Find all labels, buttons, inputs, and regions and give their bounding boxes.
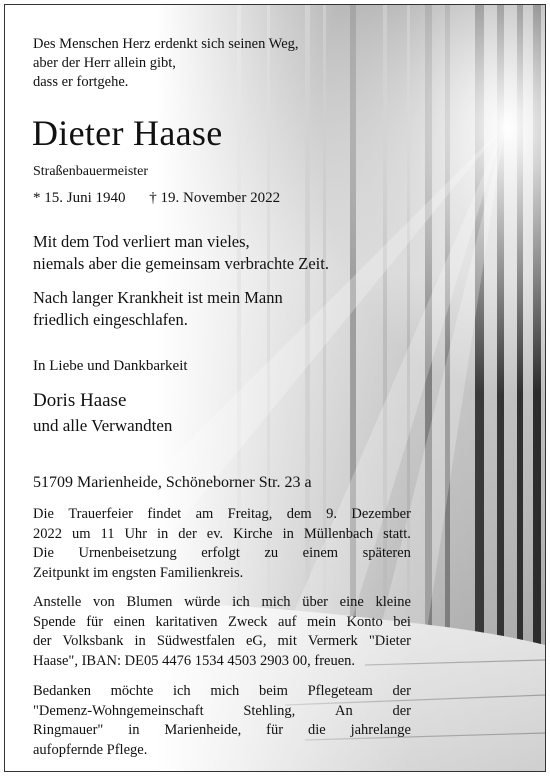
word: mit: [277, 633, 297, 649]
quote-line: niemals aber die gemeinsam verbrachte Zeit.: [33, 254, 329, 273]
word: Die: [33, 545, 54, 561]
passing-statement: [33, 287, 283, 331]
statement-line: friedlich eingeschlafen.: [33, 310, 188, 329]
word: der: [392, 683, 411, 699]
word: von: [93, 594, 115, 610]
funeral-line: Zeitpunkt im engsten Familienkreis.: [33, 564, 244, 581]
statement-line: Nach langer Krankheit ist mein Mann: [33, 288, 283, 307]
word: Konto: [346, 613, 383, 630]
word: Ringmauer": [33, 722, 104, 738]
word: am: [195, 506, 214, 522]
word: karitativen: [155, 613, 218, 630]
word: in: [128, 722, 140, 738]
word: eG,: [245, 633, 267, 649]
word: Volksbank: [62, 633, 124, 649]
thanks-message: [33, 682, 411, 760]
thanks-line: [33, 682, 411, 702]
funeral-line: [33, 505, 411, 525]
verse-line: Des Menschen Herz erdenkt sich seinen Weg,: [33, 36, 299, 52]
word: würde: [184, 594, 221, 610]
word: mich: [210, 683, 240, 699]
word: dem: [286, 506, 312, 522]
verse-line: dass er fortgehe.: [33, 74, 129, 90]
word: 11: [100, 525, 115, 542]
word: ich: [172, 683, 191, 699]
word: 2022: [33, 525, 62, 542]
word: bei: [393, 613, 411, 630]
death-date: † 19. November 2022: [149, 190, 281, 206]
word: in: [157, 525, 169, 542]
mourner-name: Doris Haase: [33, 390, 127, 411]
word: "Demenz-Wohngemeinschaft: [33, 702, 204, 719]
word: einem: [302, 545, 339, 561]
word: Anstelle: [33, 594, 82, 610]
word: in: [282, 525, 294, 542]
word: späteren: [362, 545, 411, 561]
word: der: [392, 702, 411, 719]
word: die: [307, 722, 326, 738]
donation-request: [33, 593, 411, 671]
obituary-notice: [4, 4, 546, 772]
word: auf: [277, 613, 297, 630]
word: findet: [147, 506, 182, 522]
verse-line: aber der Herr allein gibt,: [33, 55, 176, 71]
donation-line: [33, 593, 411, 613]
birth-date: * 15. Juni 1940: [33, 190, 126, 206]
word: in: [134, 633, 146, 649]
word: um: [71, 525, 91, 542]
life-dates: [33, 188, 280, 208]
word: Bedanken: [33, 683, 91, 699]
relatives-line: und alle Verwandten: [33, 416, 173, 435]
funeral-line: [33, 544, 411, 564]
word: Spende: [33, 613, 76, 630]
word: mich: [261, 594, 291, 610]
word: 9.: [326, 506, 337, 522]
word: ich: [232, 594, 250, 610]
word: für: [86, 613, 104, 630]
word: ev.: [206, 525, 224, 542]
mourner-address: 51709 Marienheide, Schöneborner Str. 23 a: [33, 474, 312, 491]
word: "Dieter: [368, 633, 411, 649]
word: Freitag,: [227, 506, 273, 522]
word: Marienheide,: [164, 722, 242, 738]
donation-line: [33, 613, 411, 633]
thanks-line: [33, 702, 411, 722]
memorial-quote: [33, 231, 329, 275]
word: eine: [339, 594, 364, 610]
deceased-name: Dieter Haase: [32, 113, 223, 153]
gratitude-line: In Liebe und Dankbarkeit: [33, 358, 188, 374]
word: An: [335, 702, 353, 719]
word: Blumen: [126, 594, 173, 610]
word: der: [33, 633, 52, 649]
word: Vermerk: [307, 633, 358, 649]
word: Müllenbach: [303, 525, 374, 542]
word: zu: [264, 545, 279, 561]
word: Dezember: [351, 506, 411, 522]
word: statt.: [383, 525, 411, 542]
quote-line: Mit dem Tod verliert man vieles,: [33, 232, 250, 251]
word: beim: [258, 683, 288, 699]
notice-text: [5, 5, 545, 771]
word: Pflegeteam: [307, 683, 373, 699]
donation-line: Haase", IBAN: DE05 4476 1534 4503 2903 00, freuen.: [33, 652, 356, 669]
word: möchte: [110, 683, 154, 699]
word: Uhr: [124, 525, 148, 542]
word: mein: [307, 613, 336, 630]
word: Südwestfalen: [156, 633, 235, 649]
word: Die: [33, 506, 54, 522]
word: Zweck: [228, 613, 268, 630]
word: erfolgt: [201, 545, 240, 561]
profession: Straßenbauermeister: [33, 164, 149, 179]
bible-verse: [33, 35, 299, 92]
word: Urnenbeisetzung: [78, 545, 177, 561]
word: Stehling,: [243, 702, 296, 719]
word: Kirche: [233, 525, 273, 542]
word: über: [302, 594, 328, 610]
thanks-line: [33, 721, 411, 741]
word: der: [178, 525, 197, 542]
word: jahrelange: [350, 722, 411, 738]
funeral-line: [33, 525, 411, 545]
word: für: [266, 722, 284, 738]
thanks-line: aufopfernde Pflege.: [33, 741, 148, 758]
word: kleine: [375, 594, 411, 610]
word: einen: [113, 613, 146, 630]
funeral-details: [33, 505, 411, 583]
word: Trauerfeier: [68, 506, 133, 522]
donation-line: [33, 632, 411, 652]
